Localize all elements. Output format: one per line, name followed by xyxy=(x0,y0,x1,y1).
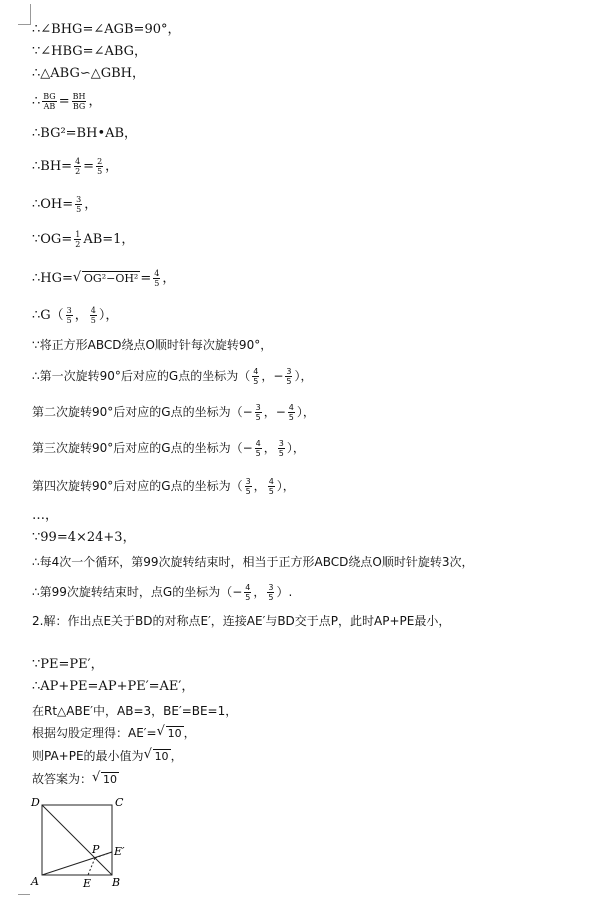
text-segment: ， xyxy=(253,479,266,493)
page-corner-top xyxy=(18,4,31,25)
denominator: 5 xyxy=(245,593,251,602)
label-a: A xyxy=(31,875,39,888)
numerator: 4 xyxy=(268,477,274,486)
fraction xyxy=(66,306,73,325)
text-segment: 第四次旋转90°后对应的G点的坐标为（ xyxy=(32,479,243,493)
text-line xyxy=(32,748,183,764)
denominator: 5 xyxy=(268,487,274,496)
text-line xyxy=(32,195,97,214)
label-c: C xyxy=(115,796,124,809)
text-segment: ∴AP+PE=AP+PE′=AE′， xyxy=(32,679,195,694)
denominator: 5 xyxy=(90,316,96,325)
denominator: 5 xyxy=(245,487,251,496)
text-line xyxy=(32,583,292,602)
text-segment: 第二次旋转90°后对应的G点的坐标为（− xyxy=(32,405,253,419)
numerator: 3 xyxy=(268,583,274,592)
text-segment: ∴第99次旋转结束时，点G的坐标为（− xyxy=(32,585,243,599)
fraction xyxy=(285,367,292,386)
denominator: 5 xyxy=(76,205,82,214)
fraction xyxy=(74,157,81,176)
square-root xyxy=(73,271,140,287)
denominator: BG xyxy=(72,102,86,111)
numerator: 3 xyxy=(76,195,82,204)
denominator: 5 xyxy=(154,279,160,288)
geometry-figure xyxy=(28,795,138,895)
text-line xyxy=(32,44,147,60)
text-segment: ）， xyxy=(296,405,315,419)
text-line xyxy=(32,92,101,111)
fraction xyxy=(96,157,103,176)
text-line xyxy=(32,157,118,176)
text-line xyxy=(32,530,136,546)
text-segment: ∴第一次旋转90°后对应的G点的坐标为（ xyxy=(32,369,251,383)
fraction xyxy=(153,269,160,288)
denominator: AB xyxy=(43,102,56,111)
fraction xyxy=(255,439,262,458)
text-segment: ∴OH= xyxy=(32,197,74,212)
text-segment: ∴HG= xyxy=(32,271,73,286)
fraction xyxy=(74,230,81,249)
text-segment: ∴△ABG∽△GBH， xyxy=(32,66,146,81)
fraction xyxy=(90,306,97,325)
text-line xyxy=(32,725,196,741)
text-segment: ）， xyxy=(98,308,119,323)
text-line xyxy=(32,554,473,570)
segment-ae2 xyxy=(42,852,112,875)
square-root xyxy=(92,771,119,787)
text-line xyxy=(32,439,305,458)
text-segment: ，− xyxy=(261,369,284,383)
fraction xyxy=(268,477,275,496)
numerator: 4 xyxy=(253,367,259,376)
text-line xyxy=(32,657,104,673)
text-line xyxy=(32,679,194,695)
radicand: 10 xyxy=(103,773,118,786)
label-p: P xyxy=(92,843,100,856)
text-line xyxy=(32,22,181,38)
denominator: 2 xyxy=(75,240,81,249)
square-root xyxy=(144,748,171,764)
numerator: 3 xyxy=(66,306,72,315)
fraction xyxy=(278,439,285,458)
denominator: 5 xyxy=(288,413,294,422)
denominator: 5 xyxy=(255,449,261,458)
numerator: BH xyxy=(72,92,86,101)
label-e-prime: E′ xyxy=(114,845,125,858)
label-d: D xyxy=(31,796,40,809)
text-line xyxy=(32,703,237,719)
text-segment: = xyxy=(58,94,70,109)
text-segment: ∴BH= xyxy=(32,159,73,174)
text-line xyxy=(32,367,312,386)
text-line xyxy=(32,230,134,249)
text-line xyxy=(32,66,145,82)
text-line xyxy=(32,337,272,353)
text-segment: AB=1， xyxy=(83,232,135,247)
denominator: 5 xyxy=(278,449,284,458)
text-segment: 第三次旋转90°后对应的G点的坐标为（− xyxy=(32,441,253,455)
numerator: 3 xyxy=(286,367,292,376)
label-b: B xyxy=(112,876,121,889)
text-segment: ∵将正方形ABCD绕点O顺时针每次旋转90°， xyxy=(32,338,273,352)
text-segment: ， xyxy=(170,749,183,763)
text-segment: = xyxy=(140,271,152,286)
radicand: 10 xyxy=(154,750,169,763)
denominator: 5 xyxy=(255,413,261,422)
denominator: 5 xyxy=(97,167,103,176)
text-line xyxy=(32,403,315,422)
fraction xyxy=(252,367,259,386)
text-segment: ， xyxy=(162,271,176,286)
numerator: BG xyxy=(43,92,56,101)
text-segment: ）. xyxy=(276,585,293,599)
text-segment: ∵PE=PE′， xyxy=(32,657,104,672)
denominator: 5 xyxy=(66,316,72,325)
text-segment: 则PA+PE的最小值为 xyxy=(32,749,144,763)
radicand: 10 xyxy=(167,727,182,740)
denominator: 5 xyxy=(286,377,292,386)
text-segment: 故答案为： xyxy=(32,772,93,786)
text-segment: ， xyxy=(105,159,119,174)
numerator: 3 xyxy=(245,477,251,486)
numerator: 2 xyxy=(97,157,103,166)
text-segment: ， xyxy=(253,585,266,599)
numerator: 4 xyxy=(288,403,294,412)
text-segment: ∴每4次一个循环，第99次旋转结束时，相当于正方形ABCD绕点O顺时针旋转3次， xyxy=(32,555,474,569)
text-segment: ∵99=4×24+3， xyxy=(32,530,136,545)
square-root xyxy=(157,725,184,741)
text-segment: ）， xyxy=(276,479,295,493)
text-segment: ）， xyxy=(286,441,305,455)
page-corner-bottom xyxy=(18,894,30,905)
denominator: 5 xyxy=(268,593,274,602)
label-e: E xyxy=(83,877,92,890)
denominator: 2 xyxy=(75,167,81,176)
numerator: 3 xyxy=(278,439,284,448)
numerator: 3 xyxy=(255,403,261,412)
fraction xyxy=(244,583,251,602)
text-segment: ∵∠HBG=∠ABG， xyxy=(32,44,148,59)
fraction xyxy=(267,583,274,602)
text-line xyxy=(32,306,118,325)
text-line xyxy=(32,771,119,787)
numerator: 4 xyxy=(245,583,251,592)
text-line xyxy=(32,269,175,288)
radicand: OG²−OH² xyxy=(83,272,139,285)
text-segment: ）， xyxy=(294,369,313,383)
fraction xyxy=(75,195,82,214)
denominator: 5 xyxy=(253,377,259,386)
text-segment: 2.解：作出点E关于BD的对称点E′，连接AE′与BD交于点P，此时AP+PE最小， xyxy=(32,614,451,628)
text-segment: 在Rt△ABE′中，AB=3，BE′=BE=1， xyxy=(32,704,238,718)
text-segment: ，− xyxy=(263,405,286,419)
text-segment: ∴BG²=BH•AB， xyxy=(32,126,138,141)
numerator: 4 xyxy=(90,306,96,315)
fraction xyxy=(72,92,87,111)
text-line xyxy=(32,613,450,629)
numerator: 4 xyxy=(154,269,160,278)
text-line xyxy=(32,477,295,496)
fraction xyxy=(42,92,56,111)
segment-pe xyxy=(88,858,95,875)
text-segment: ∴G（ xyxy=(32,308,64,323)
text-line xyxy=(32,508,58,524)
text-segment: …， xyxy=(32,508,59,523)
text-segment: ∵OG= xyxy=(32,232,73,247)
text-segment: ， xyxy=(84,197,98,212)
fraction xyxy=(288,403,295,422)
diagonal-bd xyxy=(42,805,112,875)
numerator: 1 xyxy=(75,230,81,239)
text-segment: ∴∠BHG=∠AGB=90°， xyxy=(32,22,181,37)
text-line xyxy=(32,126,137,142)
text-segment: = xyxy=(83,159,95,174)
numerator: 4 xyxy=(75,157,81,166)
text-segment: 根据勾股定理得：AE′= xyxy=(32,726,157,740)
text-segment: ， xyxy=(74,308,88,323)
numerator: 4 xyxy=(255,439,261,448)
fraction xyxy=(245,477,252,496)
text-segment: ， xyxy=(183,726,196,740)
text-segment: ∴ xyxy=(32,94,41,109)
text-segment: ， xyxy=(263,441,276,455)
text-segment: ， xyxy=(88,94,102,109)
fraction xyxy=(255,403,262,422)
